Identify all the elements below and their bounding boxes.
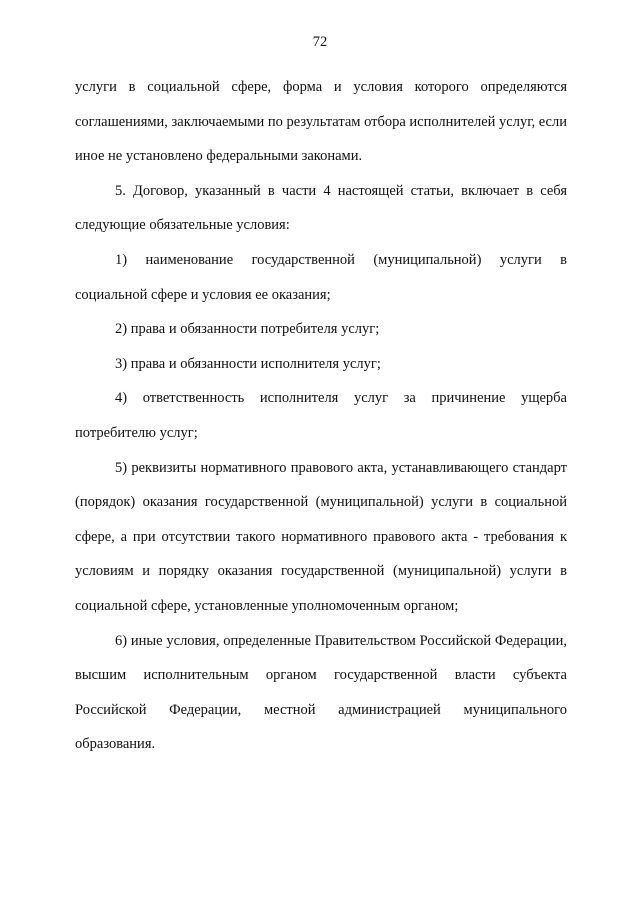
page-number: 72 xyxy=(312,34,328,50)
list-item-6: 6) иные условия, определенные Правительством Российской Федерации, высшим исполнительным органом государственной власти субъекта Российской Федерации, местной администрацией муниципального образования. xyxy=(75,632,567,753)
list-item-1: 1) наименование государственной (муниципальной) услуги в социальной сфере и условия ее оказания; xyxy=(75,251,567,303)
document-body xyxy=(75,70,567,762)
list-item-3: 3) права и обязанности исполнителя услуг; xyxy=(115,355,381,372)
list-item-5: 5) реквизиты нормативного правового акта, устанавливающего стандарт (порядок) оказания государственной (муниципальной) услуги в социальной сфере, а при отсутствии такого нормативного правового акта - требования к условиям и порядку оказания государственной (муниципальной) услуги в социальной сфере, установленные уполномоченным органом; xyxy=(75,459,567,614)
list-item-2: 2) права и обязанности потребителя услуг; xyxy=(115,321,380,338)
list-item-4: 4) ответственность исполнителя услуг за причинение ущерба потребителю услуг; xyxy=(75,390,567,441)
paragraph-continuation: услуги в социальной сфере, форма и условия которого определяются соглашениями, заключаемыми по результатам отбора исполнителей услуг, если иное не установлено федеральными законами. xyxy=(75,79,567,165)
paragraph-item-5: 5. Договор, указанный в части 4 настоящей статьи, включает в себя следующие обязательные условия: xyxy=(75,182,567,234)
